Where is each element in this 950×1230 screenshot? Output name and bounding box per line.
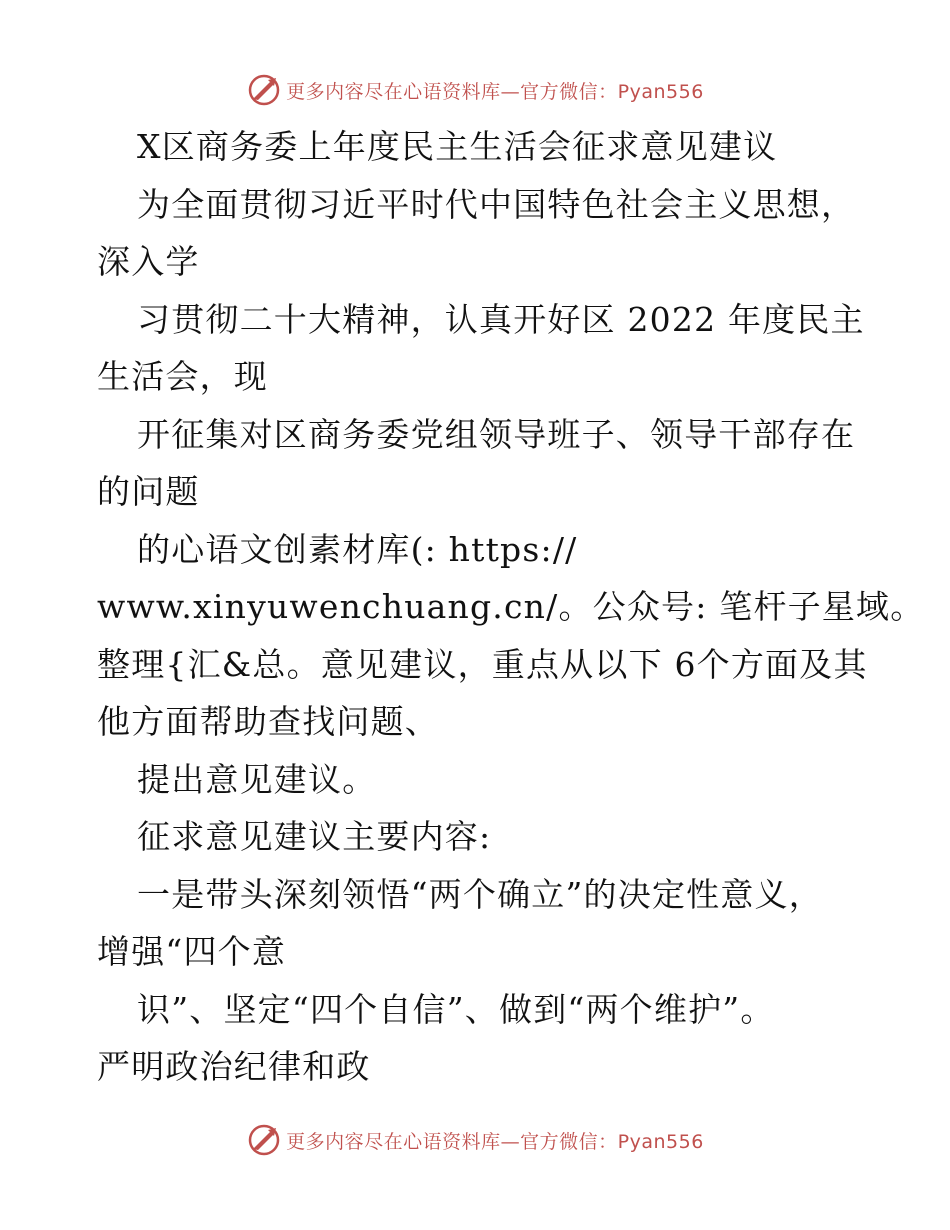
watermark-wechat: Pyan556	[617, 80, 704, 103]
document-body	[97, 118, 925, 1096]
text-line: www.xinyuwenchuang.cn/。公众号: 笔杆子星域。	[97, 587, 925, 626]
quill-circle-icon	[246, 72, 282, 108]
text-line: 整理{汇&总。意见建议，重点从以下 6个方面及其	[97, 644, 868, 684]
text-line: 生活会，现	[97, 357, 268, 396]
text-line: 的心语文创素材库(: https://	[137, 529, 578, 569]
document-title: X区商务委上年度民主生活会征求意见建议	[137, 127, 778, 166]
text-line: 征求意见建议主要内容:	[137, 817, 492, 856]
text-line: 的问题	[97, 472, 200, 511]
text-line: 识”、坚定“四个自信”、做到“两个维护”。	[137, 989, 775, 1029]
watermark-banner-top	[0, 68, 950, 112]
text-line: 他方面帮助查找问题、	[97, 702, 439, 741]
text-line: 为全面贯彻习近平时代中国特色社会主义思想，	[137, 184, 856, 224]
text-line: 习贯彻二十大精神，认真开好区 2022 年度民主	[137, 299, 865, 339]
text-line: 严明政治纪律和政	[97, 1047, 371, 1086]
watermark-banner-bottom	[0, 1118, 950, 1162]
watermark-text: 更多内容尽在心语资料库—官方微信：	[286, 1130, 618, 1153]
text-line: 深入学	[97, 242, 200, 281]
watermark-text: 更多内容尽在心语资料库—官方微信：	[286, 80, 618, 103]
text-line: 开征集对区商务委党组领导班子、领导干部存在	[137, 414, 856, 454]
watermark-wechat: Pyan556	[617, 1130, 704, 1153]
quill-circle-icon	[246, 1122, 282, 1158]
text-line: 提出意见建议。	[137, 759, 377, 799]
text-line: 一是带头深刻领悟“两个确立”的决定性意义，	[137, 874, 823, 914]
text-line: 增强“四个意	[97, 932, 287, 971]
